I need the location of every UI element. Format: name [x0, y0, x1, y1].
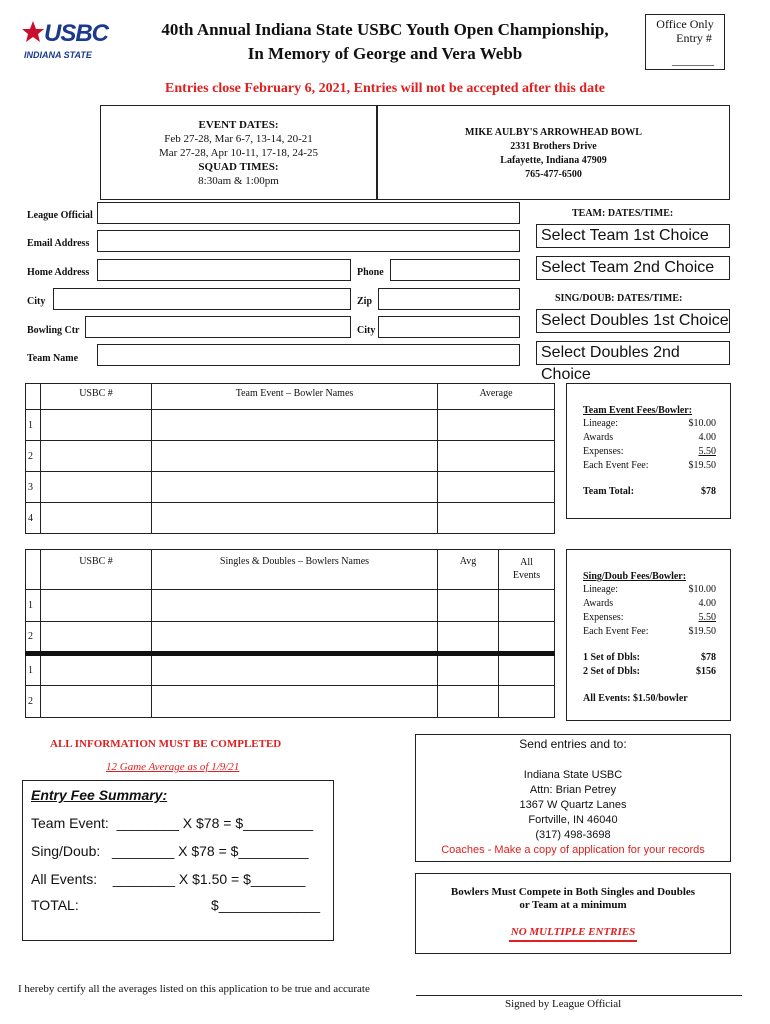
event-dates-heading: EVENT DATES:	[198, 119, 279, 131]
send-to-box	[415, 734, 731, 862]
no-multiple-entries	[416, 926, 730, 939]
bowling-ctr-field[interactable]	[85, 316, 351, 338]
email-field[interactable]	[97, 230, 520, 252]
team-2nd-choice-select[interactable]: Select Team 2nd Choice	[536, 256, 730, 280]
bowler-name-input[interactable]	[152, 686, 438, 718]
city-label: City	[27, 296, 46, 307]
table-row	[26, 472, 555, 503]
rules-line2: or Team at a minimum	[519, 899, 627, 911]
send-to-org: Indiana State USBC	[523, 769, 623, 781]
sd-fees-heading: Sing/Doub Fees/Bowler:	[583, 571, 687, 582]
city-field[interactable]	[53, 288, 351, 310]
coaches-note: Coaches - Make a copy of application for your records	[441, 844, 705, 856]
sd-fees-list	[583, 583, 716, 679]
league-official-field[interactable]	[97, 202, 520, 224]
summary-all-line[interactable]: All Events: ________ X $1.50 = $_______	[31, 871, 306, 887]
fee-value: 4.00	[698, 598, 716, 609]
sd-fees-box	[566, 549, 731, 721]
singles-doubles-table	[25, 549, 555, 718]
row-number: 2	[26, 622, 41, 654]
avg-input[interactable]	[438, 590, 499, 622]
sd-col-avg: Avg	[438, 550, 499, 590]
avg-input[interactable]	[438, 622, 499, 654]
fee-value: 5.50	[698, 612, 716, 623]
usbc-input[interactable]	[41, 410, 152, 441]
table-row	[26, 410, 555, 441]
zip-field[interactable]	[378, 288, 520, 310]
sd-dates-heading: SING/DOUB: DATES/TIME:	[555, 293, 683, 304]
summary-total-blank[interactable]: $_____________	[211, 897, 321, 913]
all-events-input[interactable]	[499, 590, 555, 622]
team-dates-heading: TEAM: DATES/TIME:	[572, 208, 674, 219]
send-to-street: 1367 W Quartz Lanes	[519, 799, 627, 811]
entry-fee-summary-box	[22, 780, 334, 941]
table-row	[26, 622, 555, 654]
sd-col-all-events	[499, 550, 555, 590]
home-address-label: Home Address	[27, 267, 90, 278]
sd-col-all-line1: All	[520, 557, 533, 568]
summary-total-row	[31, 897, 333, 913]
fee-value: $19.50	[688, 460, 716, 471]
logo-subtext: INDIANA STATE	[24, 50, 92, 60]
league-official-label: League Official	[27, 210, 93, 221]
venue-city: Lafayette, Indiana 47909	[500, 155, 607, 166]
title-line1: 40th Annual Indiana State USBC Youth Open Championship,	[161, 20, 609, 39]
venue-phone: 765-477-6500	[525, 169, 582, 180]
phone-field[interactable]	[390, 259, 520, 281]
team-name-field[interactable]	[97, 344, 520, 366]
team-fees-box	[566, 383, 731, 519]
bowling-ctr-label: Bowling Ctr	[27, 325, 80, 336]
all-events-fee: All Events: $1.50/bowler	[583, 693, 688, 704]
usbc-input[interactable]	[41, 441, 152, 472]
event-dates-box	[100, 105, 377, 200]
team-fees-list	[583, 417, 716, 499]
fee-label: Expenses:	[583, 612, 624, 623]
table-row	[26, 503, 555, 534]
rules-box	[415, 873, 731, 954]
title-line2: In Memory of George and Vera Webb	[247, 44, 523, 63]
zip-label: Zip	[357, 296, 373, 307]
row-number: 2	[26, 686, 41, 718]
entry-num-blank: _______	[672, 53, 714, 67]
avg-input[interactable]	[438, 654, 499, 686]
sd-header-num	[26, 550, 41, 590]
row-number: 1	[26, 654, 41, 686]
bowling-city-field[interactable]	[378, 316, 520, 338]
fee-value: $10.00	[688, 418, 716, 429]
set2-label: 2 Set of Dbls:	[583, 666, 640, 677]
team-col-names: Team Event – Bowler Names	[152, 384, 438, 410]
average-input[interactable]	[438, 503, 555, 534]
fee-value: 4.00	[698, 432, 716, 443]
team-fees-heading: Team Event Fees/Bowler:	[583, 405, 693, 416]
average-note: 12 Game Average as of 1/9/21	[106, 761, 240, 773]
send-to-city: Fortville, IN 46040	[528, 814, 618, 826]
bowler-name-input[interactable]	[152, 441, 438, 472]
all-events-input[interactable]	[499, 686, 555, 718]
team-table	[25, 383, 555, 534]
fee-value: $19.50	[688, 626, 716, 637]
row-number: 1	[26, 590, 41, 622]
summary-total-label: TOTAL:	[31, 897, 79, 913]
bowler-name-input[interactable]	[152, 410, 438, 441]
office-only-label: Office Only	[656, 17, 714, 31]
set1-label: 1 Set of Dbls:	[583, 652, 640, 663]
event-dates-line1: Feb 27-28, Mar 6-7, 13-14, 20-21	[164, 133, 313, 145]
team-col-usbc: USBC #	[41, 384, 152, 410]
home-address-field[interactable]	[97, 259, 351, 281]
row-number: 1	[26, 410, 41, 441]
phone-label: Phone	[357, 267, 384, 278]
usbc-input[interactable]	[41, 590, 152, 622]
signed-label: Signed by League Official	[505, 998, 622, 1010]
row-number: 4	[26, 503, 41, 534]
squad-times: 8:30am & 1:00pm	[198, 175, 279, 187]
avg-input[interactable]	[438, 686, 499, 718]
average-input[interactable]	[438, 410, 555, 441]
set2-value: $156	[696, 666, 716, 677]
fee-label: Each Event Fee:	[583, 460, 649, 471]
table-row	[26, 441, 555, 472]
usbc-input[interactable]	[41, 503, 152, 534]
usbc-input[interactable]	[41, 686, 152, 718]
usbc-input[interactable]	[41, 472, 152, 503]
team-total-label: Team Total:	[583, 486, 635, 497]
all-info-notice: ALL INFORMATION MUST BE COMPLETED	[50, 738, 282, 750]
venue-street: 2331 Brothers Drive	[510, 141, 597, 152]
certify-text: I hereby certify all the averages listed on this application to be true and accurate	[18, 983, 370, 995]
usbc-input[interactable]	[41, 622, 152, 654]
sd-col-names: Singles & Doubles – Bowlers Names	[152, 550, 438, 590]
bowling-city-label: City	[357, 325, 376, 336]
bowler-name-input[interactable]	[152, 503, 438, 534]
fee-value: 5.50	[698, 446, 716, 457]
average-input[interactable]	[438, 441, 555, 472]
doubles-2nd-choice-select[interactable]: Select Doubles 2nd Choice	[536, 341, 730, 365]
team-1st-choice-select[interactable]: Select Team 1st Choice	[536, 224, 730, 248]
doubles-1st-choice-select[interactable]: Select Doubles 1st Choice	[536, 309, 730, 333]
all-events-input[interactable]	[499, 622, 555, 654]
fee-label: Awards	[583, 432, 614, 443]
fee-label: Each Event Fee:	[583, 626, 649, 637]
bowler-name-input[interactable]	[152, 472, 438, 503]
fee-label: Lineage:	[583, 418, 618, 429]
summary-team-line[interactable]: Team Event: ________ X $78 = $_________	[31, 815, 314, 831]
no-multiple-text: NO MULTIPLE ENTRIES	[509, 926, 637, 942]
email-label: Email Address	[27, 238, 90, 249]
table-row	[26, 686, 555, 718]
row-number: 3	[26, 472, 41, 503]
entry-num-label: Entry #	[676, 31, 712, 45]
row-number: 2	[26, 441, 41, 472]
deadline-notice: Entries close February 6, 2021, Entries will not be accepted after this date	[165, 81, 605, 96]
page-title	[140, 18, 630, 66]
send-to-attn: Attn: Brian Petrey	[529, 784, 617, 796]
average-input[interactable]	[438, 472, 555, 503]
sd-col-all-line2: Events	[512, 570, 541, 581]
set1-value: $78	[701, 652, 716, 663]
venue-box	[377, 105, 730, 200]
table-row	[26, 590, 555, 622]
summary-sd-line[interactable]: Sing/Doub: ________ X $78 = $_________	[31, 843, 309, 859]
sd-col-usbc: USBC #	[41, 550, 152, 590]
send-to-heading: Send entries and to:	[519, 737, 627, 751]
office-only-box	[645, 14, 725, 70]
squad-times-heading: SQUAD TIMES:	[198, 161, 279, 173]
bowler-name-input[interactable]	[152, 654, 438, 686]
certify-row	[18, 983, 370, 995]
table-row	[26, 654, 555, 686]
event-dates-line2: Mar 27-28, Apr 10-11, 17-18, 24-25	[158, 147, 319, 159]
venue-name: MIKE AULBY'S ARROWHEAD BOWL	[465, 127, 642, 138]
fee-label: Lineage:	[583, 584, 618, 595]
summary-heading: Entry Fee Summary:	[31, 787, 168, 803]
usbc-input[interactable]	[41, 654, 152, 686]
bowler-name-input[interactable]	[152, 590, 438, 622]
signature-line[interactable]	[416, 995, 742, 996]
team-header-num	[26, 384, 41, 410]
fee-label: Awards	[583, 598, 614, 609]
star-icon	[22, 20, 44, 44]
team-col-avg: Average	[438, 384, 555, 410]
fee-value: $10.00	[688, 584, 716, 595]
fee-label: Expenses:	[583, 446, 624, 457]
bowler-name-input[interactable]	[152, 622, 438, 654]
team-name-label: Team Name	[27, 353, 79, 364]
logo-text: USBC	[44, 20, 109, 47]
rules-line1: Bowlers Must Compete in Both Singles and Doubles	[450, 886, 696, 898]
usbc-logo	[22, 18, 118, 62]
send-to-phone: (317) 498-3698	[535, 829, 611, 841]
team-total-value: $78	[701, 486, 716, 497]
all-events-input[interactable]	[499, 654, 555, 686]
